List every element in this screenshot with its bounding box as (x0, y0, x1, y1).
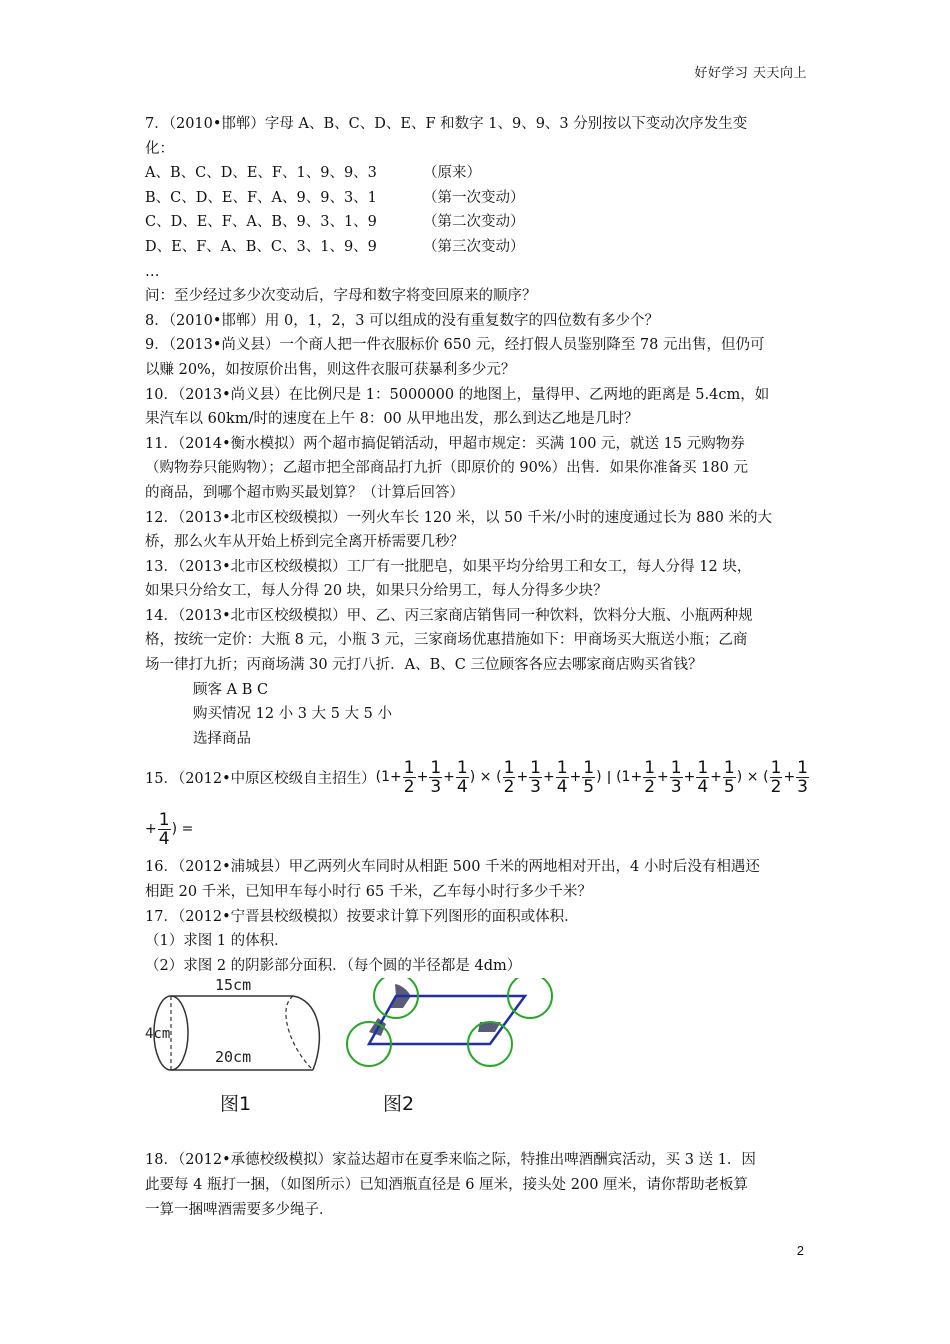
q7-row (145, 235, 810, 260)
q7-row (145, 186, 810, 211)
fig2-caption: 图2 (383, 1093, 415, 1116)
q7-sequence: A、B、C、D、E、F、1、9、9、3 (145, 165, 377, 182)
fig1-side-label: 4cm (145, 1026, 171, 1043)
question-8: 8．（2010•邯郸）用 0，1，2，3 可以组成的没有重复数字的四位数有多少个？ (145, 312, 660, 329)
fig1-top-label: 15cm (215, 978, 252, 995)
q12-line: 12．（2013•北市区校级模拟）一列火车长 120 米，以 50 千米/小时的速度通过长为 880 米的大 (145, 509, 772, 526)
q7-sequence: C、D、E、F、A、B、9、3、1、9 (145, 214, 377, 231)
q14-line: 场一律打九折；丙商场满 30 元打八折．A、B、C 三位顾客各应去哪家商店购买省钱？ (145, 657, 703, 674)
q7-sequence: B、C、D、E、F、A、9、9、3、1 (145, 189, 377, 206)
q17-line: （2）求图 2 的阴影部分面积．（每个圆的半径都是 4dm） (145, 957, 522, 974)
q13-line: 13．（2013•北市区校级模拟）工厂有一批肥皂，如果平均分给男工和女工，每人分得 12 块， (145, 558, 752, 575)
fraction: $\frac{1}{2}$ (403, 757, 415, 797)
question-11 (145, 432, 810, 506)
q17-line: 17．（2012•宁晋县校级模拟）按要求计算下列图形的面积或体积． (145, 908, 579, 925)
q14-table-row: 选择商品 (193, 730, 251, 747)
q14-table-row: 顾客 A B C (193, 681, 269, 698)
question-16 (145, 855, 810, 904)
fraction: $\frac{1}{3}$ (797, 757, 808, 797)
fraction: $\frac{1}{5}$ (583, 757, 595, 797)
q18-line: 一算一捆啤酒需要多少绳子． (145, 1201, 334, 1218)
unknown-symbol-box (608, 771, 611, 784)
fraction: $\frac{1}{5}$ (723, 757, 735, 797)
fig1-bottom-label: 20cm (215, 1048, 252, 1067)
question-15 (145, 751, 810, 855)
fraction: $\frac{1}{3}$ (430, 757, 442, 797)
q16-line: 16．（2012•浦城县）甲乙两列火车同时从相距 500 千米的两地相对开出，4 小时后没有相遇还 (145, 859, 760, 876)
q14-table-row: 购买情况 12 小 3 大 5 大 5 小 (193, 706, 392, 723)
q13-line: 如果只分给女工，每人分得 20 块，如果只分给男工，每人分得多少块？ (145, 583, 608, 600)
figure-2-parallelogram (347, 978, 552, 1066)
q9-line: 9．（2013•尚义县）一个商人把一件衣服标价 650 元，经打假人员鉴别降至 78 元出售，但仍可 (145, 337, 765, 354)
q11-line: 11．（2014•衡水模拟）两个超市搞促销活动，甲超市规定：买满 100 元，就送 15 元购物券 (145, 435, 745, 452)
q12-line: 桥，那么火车从开始上桥到完全离开桥需要几秒？ (145, 534, 464, 551)
fraction: $\frac{1}{2}$ (644, 757, 656, 797)
fraction: $\frac{1}{4}$ (697, 757, 709, 797)
question-18 (145, 1148, 810, 1222)
q7-row (145, 210, 810, 235)
question-9 (145, 333, 810, 382)
question-12 (145, 506, 810, 555)
fraction: $\frac{1}{3}$ (670, 757, 682, 797)
fraction: $\frac{1}{4}$ (556, 757, 568, 797)
question-10 (145, 383, 810, 432)
q15-expression-line-1: 15．（2012•中原区校级自主招生） (1+ $\frac{1}{2}$ + $\frac{1}{3}$ + $\frac{1}{4}$ ) × ( $\frac{1}{2}$ + $\frac{1}{3}$ + $\frac{1}{4}$ + $\frac{1}{5}$ ) (1+ $\frac{1}{2}$ + $\frac{1}{3}$ + $\frac{1}{4}$ + $\frac{1}{5}$ ) × ( $\frac{1}{2}$ + $\frac{1}{3}$ (145, 757, 808, 797)
page-header: 好好学习 天天向上 (694, 66, 807, 81)
q15-prefix: 15．（2012•中原区校级自主招生） (145, 770, 376, 787)
q18-line: 18．（2012•承德校级模拟）家益达超市在夏季来临之际，特推出啤酒酬宾活动，买 3 送 1．因 (145, 1152, 756, 1169)
q15-paren: ) (469, 769, 476, 786)
figures-svg (145, 978, 565, 1148)
page-number: 2 (796, 1243, 804, 1258)
q14-line: 14．（2013•北市区校级模拟）甲、乙、丙三家商店销售同一种饮料，饮料分大瓶、小瓶两种规 (145, 607, 753, 624)
q7-ellipsis: … (145, 263, 160, 280)
question-14 (145, 604, 810, 752)
q9-line: 以赚 20%，如按原价出售，则这件衣服可获暴利多少元？ (145, 361, 516, 378)
document-body (145, 112, 810, 1222)
q18-line: 此要每 4 瓶打一捆，（如图所示）已知酒瓶直径是 6 厘米，接头处 200 厘米，请你帮助老板算 (145, 1177, 749, 1193)
q14-line: 格，按统一定价：大瓶 8 元，小瓶 3 元，三家商场优惠措施如下：甲商场买大瓶送小瓶；乙商 (145, 632, 748, 649)
q17-figures (145, 978, 810, 1148)
q10-line: 果汽车以 60km/时的速度在上午 8：00 从甲地出发，那么到达乙地是几时？ (145, 411, 639, 428)
q7-note: （原来） (423, 165, 481, 182)
q7-sequence: D、E、F、A、B、C、3、1、9、9 (145, 238, 377, 255)
fig1-caption: 图1 (220, 1093, 252, 1116)
q7-row (145, 161, 810, 186)
q11-line: （购物券只能购物）；乙超市把全部商品打九折（即原价的 90%）出售．如果你准备买 180 元 (145, 460, 748, 477)
q17-line: （1）求图 1 的体积． (145, 933, 289, 950)
fraction: $\frac{1}{4}$ (456, 757, 468, 797)
fraction: $\frac{1}{3}$ (530, 757, 541, 797)
q7-line-1: 7．（2010•邯郸）字母 A、B、C、D、E、F 和数字 1、9、9、3 分别按以下变动次序发生变 (145, 116, 748, 132)
fraction: $\frac{1}{2}$ (503, 757, 515, 797)
q11-line: 的商品，到哪个超市购买最划算？（计算后回答） (145, 484, 464, 501)
question-17 (145, 905, 810, 979)
q7-question: 问：至少经过多少次变动后，字母和数字将变回原来的顺序？ (145, 288, 537, 305)
fraction: $\frac{1}{4}$ (158, 809, 170, 849)
q10-line: 10．（2013•尚义县）在比例尺是 1：5000000 的地图上，量得甲、乙两地的距离是 5.4cm，如 (145, 386, 770, 403)
question-7 (145, 112, 810, 309)
q7-note: （第一次变动） (423, 189, 525, 206)
fraction: $\frac{1}{2}$ (770, 757, 782, 797)
q7-note: （第二次变动） (423, 214, 525, 231)
q15-expression-line-2: + $\frac{1}{4}$ ) = (145, 809, 194, 849)
q15-paren: (1+ (375, 769, 402, 786)
q7-line-2: 化： (145, 140, 174, 157)
q7-note: （第三次变动） (423, 238, 525, 255)
q16-line: 相距 20 千米，已知甲车每小时行 65 千米，乙车每小时行多少千米？ (145, 884, 592, 901)
question-13 (145, 555, 810, 604)
